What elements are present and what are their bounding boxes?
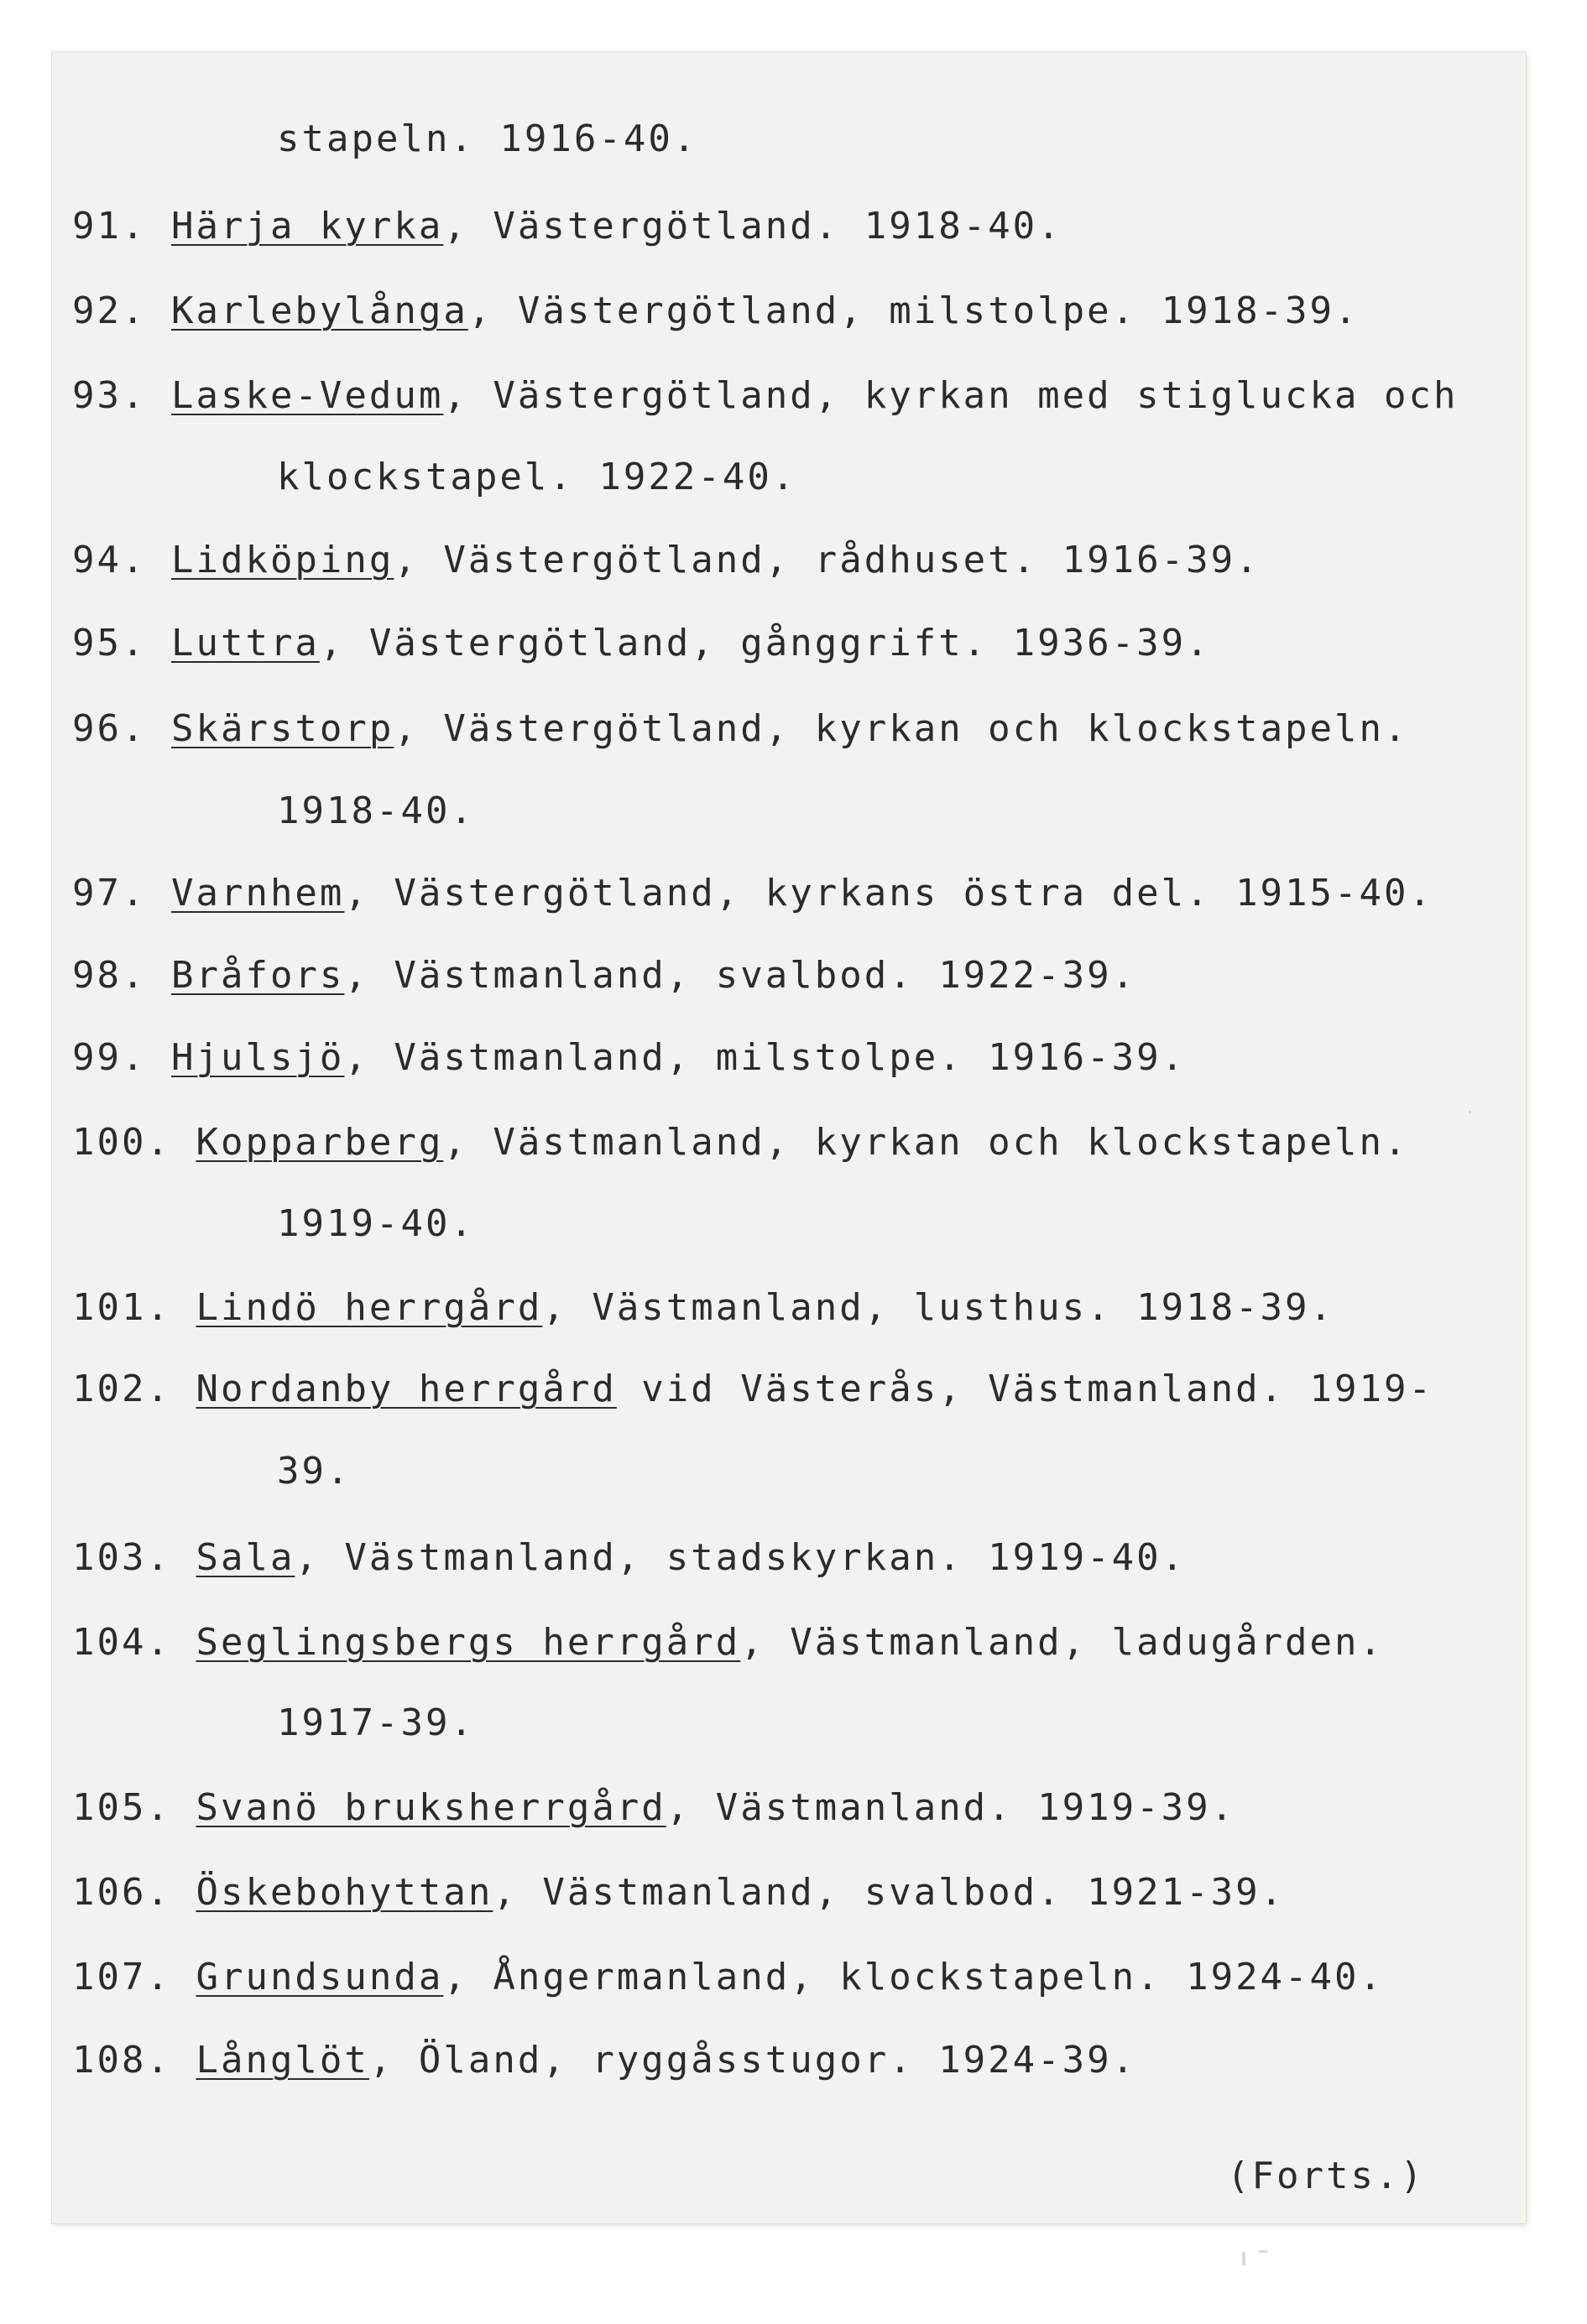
entry-gap xyxy=(171,1621,196,1664)
place-name: Svanö bruksherrgård xyxy=(196,1786,666,1829)
place-name: Kopparberg xyxy=(196,1121,444,1164)
entry-details: , Ångermanland, klockstapeln. 1924-40. xyxy=(443,1956,1385,1998)
entry-details: , Västergötland, gånggrift. 1936-39. xyxy=(319,622,1211,664)
entry-details: , Västergötland, milstolpe. 1918-39. xyxy=(467,289,1360,332)
entry-line xyxy=(72,707,1409,750)
place-name: Karlebylånga xyxy=(170,289,468,332)
entry-line xyxy=(72,1786,1236,1829)
entry-line xyxy=(72,1368,1433,1410)
entry-number: 108. xyxy=(72,2039,171,2082)
entry-number: 100. xyxy=(72,1121,171,1164)
entry-details: , Öland, ryggåsstugor. 1924-39. xyxy=(368,2039,1137,2082)
entry-details: , Västmanland, kyrkan och klockstapeln. xyxy=(443,1121,1409,1164)
entry-line xyxy=(72,622,1211,664)
continuation-line xyxy=(277,1701,475,1744)
continuation-text: klockstapel. 1922-40. xyxy=(277,456,797,498)
entry-line xyxy=(72,205,1062,248)
paper-mark xyxy=(1242,2252,1245,2265)
entry-details: , Västergötland, rådhuset. 1916-39. xyxy=(394,539,1261,581)
entry-gap xyxy=(171,1786,196,1829)
place-name: Sala xyxy=(196,1536,295,1579)
continuation-line xyxy=(277,456,797,498)
entry-line xyxy=(72,1286,1335,1329)
entry-line xyxy=(72,374,1459,417)
place-name: Seglingsbergs herrgård xyxy=(196,1621,741,1664)
place-name: Luttra xyxy=(170,622,320,664)
continuation-text: stapeln. 1916-40. xyxy=(277,117,698,160)
place-name: Bråfors xyxy=(170,954,345,997)
continuation-line xyxy=(277,789,475,832)
entry-number: 102. xyxy=(72,1368,171,1410)
entry-details: , Västmanland, milstolpe. 1916-39. xyxy=(344,1036,1187,1079)
entry-details: , Västergötland, kyrkan och klockstapeln. xyxy=(394,707,1409,750)
entry-details: , Västmanland, stadskyrkan. 1919-40. xyxy=(295,1536,1187,1579)
entry-gap xyxy=(171,1956,196,1998)
place-name: Lidköping xyxy=(170,539,394,581)
entry-details: , Västmanland, lusthus. 1918-39. xyxy=(542,1286,1335,1329)
entry-number: 96. xyxy=(72,707,147,750)
entry-gap xyxy=(146,205,171,248)
entry-details: , Västmanland, svalbod. 1921-39. xyxy=(493,1871,1286,1914)
entry-line xyxy=(72,2039,1137,2082)
entry-number: 97. xyxy=(72,872,147,914)
entry-gap xyxy=(171,1121,196,1164)
entry-line xyxy=(72,954,1137,997)
continuation-text: 1919-40. xyxy=(277,1202,475,1245)
entry-line xyxy=(72,872,1433,914)
entry-number: 93. xyxy=(72,374,147,417)
entry-details: vid Västerås, Västmanland. 1919- xyxy=(616,1368,1433,1410)
continuation-line xyxy=(277,117,698,160)
place-name: Skärstorp xyxy=(170,707,394,750)
place-name: Grundsunda xyxy=(196,1956,444,1998)
entry-gap xyxy=(146,1036,171,1079)
entry-line xyxy=(72,539,1261,581)
place-name: Hjulsjö xyxy=(170,1036,345,1079)
entry-gap xyxy=(146,872,171,914)
entry-details: , Västergötland, kyrkan med stiglucka och xyxy=(443,374,1459,417)
place-name: Varnhem xyxy=(170,872,345,914)
continuation-text: 39. xyxy=(277,1450,352,1493)
entry-number: 94. xyxy=(72,539,147,581)
entry-number: 105. xyxy=(72,1786,171,1829)
entry-gap xyxy=(171,1368,196,1410)
entry-gap xyxy=(146,954,171,997)
entry-number: 92. xyxy=(72,289,147,332)
place-name: Öskebohyttan xyxy=(196,1871,493,1914)
entry-number: 91. xyxy=(72,205,147,248)
entry-number: 104. xyxy=(72,1621,171,1664)
continuation-text: 1917-39. xyxy=(277,1701,475,1744)
entry-number: 95. xyxy=(72,622,147,664)
entry-line xyxy=(72,1036,1187,1079)
entry-details: , Västmanland, ladugården. xyxy=(740,1621,1385,1664)
continuation-line xyxy=(277,1450,352,1493)
entry-line xyxy=(72,1871,1286,1914)
entry-number: 101. xyxy=(72,1286,171,1329)
paper-mark xyxy=(1469,1111,1471,1113)
place-name: Lindö herrgård xyxy=(196,1286,543,1329)
entry-details: , Västergötland, kyrkans östra del. 1915-40. xyxy=(344,872,1433,914)
entry-details: , Västmanland, svalbod. 1922-39. xyxy=(344,954,1137,997)
paper-mark xyxy=(1259,2250,1267,2253)
entry-gap xyxy=(146,289,171,332)
continuation-text: 1918-40. xyxy=(277,789,475,832)
place-name: Nordanby herrgård xyxy=(196,1368,617,1410)
entry-number: 99. xyxy=(72,1036,147,1079)
entry-gap xyxy=(146,622,171,664)
entry-line xyxy=(72,1536,1187,1579)
entry-gap xyxy=(171,2039,196,2082)
continuation-line xyxy=(277,1202,475,1245)
entry-number: 107. xyxy=(72,1956,171,1998)
entry-gap xyxy=(146,707,171,750)
place-name: Laske-Vedum xyxy=(170,374,444,417)
entry-details: , Västergötland. 1918-40. xyxy=(443,205,1062,248)
entry-gap xyxy=(171,1536,196,1579)
entry-line xyxy=(72,1121,1409,1164)
entry-line xyxy=(72,1956,1385,1998)
place-name: Långlöt xyxy=(196,2039,369,2082)
entry-line xyxy=(72,1621,1385,1664)
entry-number: 103. xyxy=(72,1536,171,1579)
entry-gap xyxy=(146,539,171,581)
continued-note: (Forts.) xyxy=(1227,2155,1425,2197)
entry-gap xyxy=(146,374,171,417)
entry-number: 98. xyxy=(72,954,147,997)
entry-line xyxy=(72,289,1360,332)
entry-gap xyxy=(171,1286,196,1329)
entry-details: , Västmanland. 1919-39. xyxy=(666,1786,1236,1829)
entry-gap xyxy=(171,1871,196,1914)
place-name: Härja kyrka xyxy=(170,205,444,248)
entry-number: 106. xyxy=(72,1871,171,1914)
